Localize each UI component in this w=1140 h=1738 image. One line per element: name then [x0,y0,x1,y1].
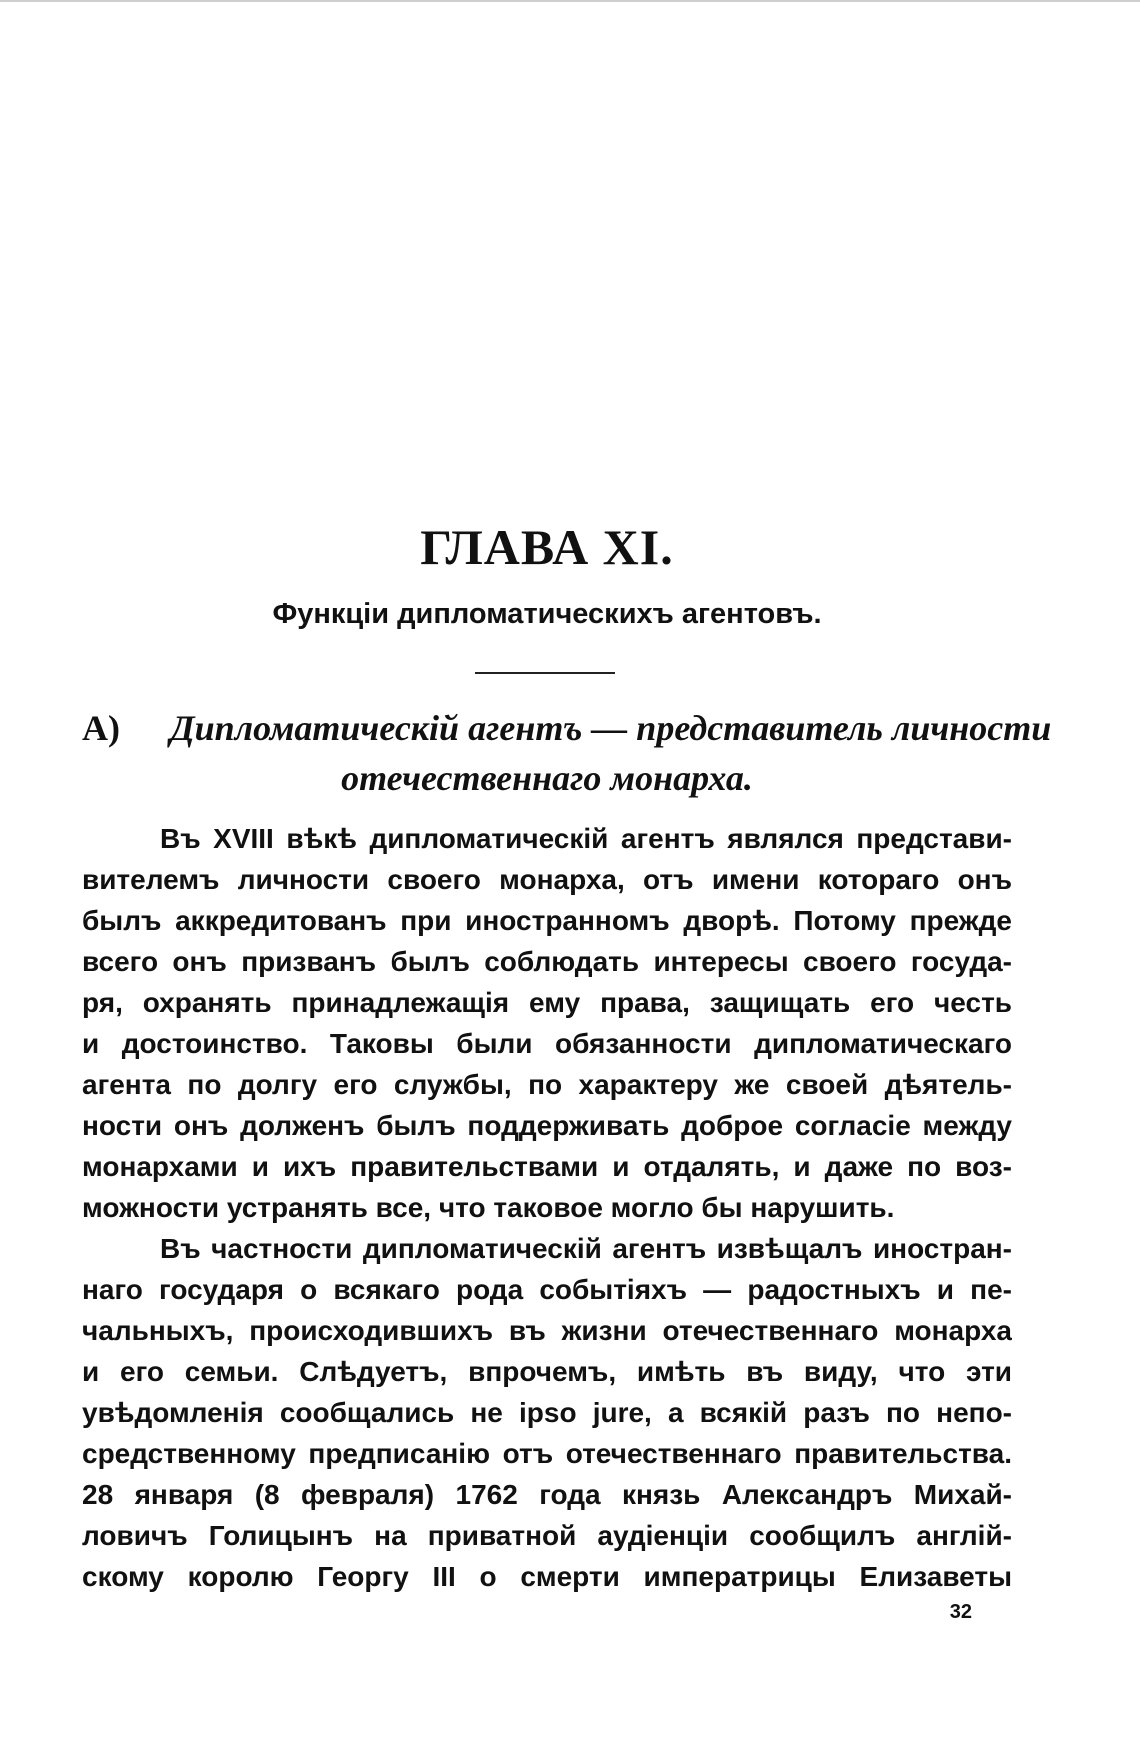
page-number: 32 [949,1601,972,1623]
text-line: наго государя о всякаго рода событіяхъ — радостныхъ и пе- [82,1274,1012,1305]
section-heading-line-1: Дипломатическій агентъ — представитель личности [170,708,1052,748]
text-line: ря, охранять принадлежащія ему права, защищать его честь [82,987,1012,1018]
page-top-edge [0,0,1140,2]
text-line: всего онъ призванъ былъ соблюдать интересы своего госуда- [82,946,1012,977]
text-line: и достоинство. Таковы были обязанности дипломатическаго [82,1028,1012,1059]
text-line: 28 января (8 февраля) 1762 года князь Александръ Михай- [82,1479,1012,1510]
title-divider [475,672,615,674]
text-line: скому королю Георгу III о смерти императрицы Елизаветы [82,1561,1012,1592]
text-line: увѣдомленія сообщались не ipso jure, а всякій разъ по непо- [82,1397,1012,1428]
text-line: вителемъ личности своего монарха, отъ имени котораго онъ [82,864,1012,895]
text-line: агента по долгу его службы, по характеру же своей дѣятель- [82,1069,1012,1100]
text-line: средственному предписанію отъ отечественнаго правительства. [82,1438,1012,1469]
section-marker: А) [82,708,120,748]
text-line: Въ XVIII вѣкѣ дипломатическій агентъ являлся представи- [160,823,1012,854]
text-line: можности устранять все, что таковое могло бы нарушить. [82,1192,895,1223]
text-line: монархами и ихъ правительствами и отдалять, и даже по воз- [82,1151,1012,1182]
chapter-title: ГЛАВА XI. [420,519,674,575]
paragraph-1 [82,818,1012,1228]
body-text [82,818,1012,1597]
text-line: чальныхъ, происходившихъ въ жизни отечественнаго монарха [82,1315,1012,1346]
text-line: ности онъ долженъ былъ поддерживать доброе согласіе между [82,1110,1012,1141]
text-line: ловичъ Голицынъ на приватной аудіенціи сообщилъ англій- [82,1520,1012,1551]
chapter-subtitle: Функціи дипломатическихъ агентовъ. [272,598,822,630]
paragraph-2 [82,1228,1012,1597]
text-line: Въ частности дипломатическій агентъ извѣщалъ иностран- [160,1233,1012,1264]
text-line: былъ аккредитованъ при иностранномъ дворѣ. Потому прежде [82,905,1012,936]
section-heading-line-2: отечественнаго монарха. [341,758,753,798]
text-line: и его семьи. Слѣдуетъ, впрочемъ, имѣть въ виду, что эти [82,1356,1012,1387]
